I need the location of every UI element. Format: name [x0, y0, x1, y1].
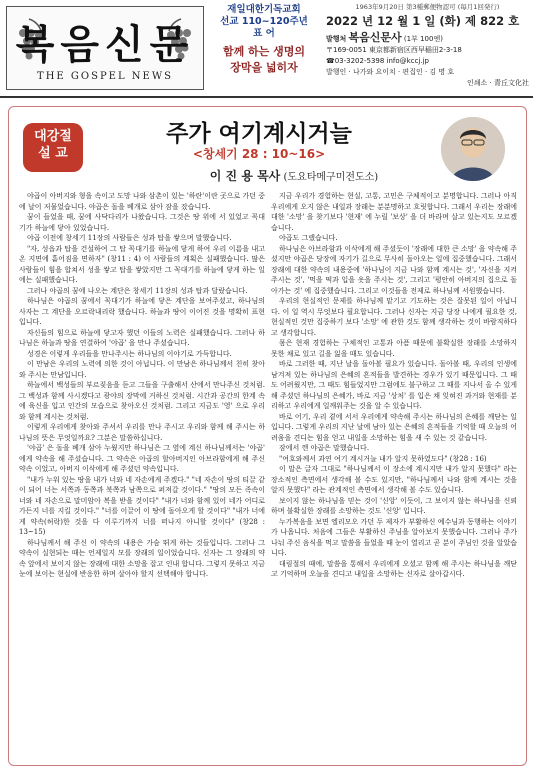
badge-line: 대강절: [34, 129, 72, 144]
paragraph: "자, 성읍과 탑을 건설하여 그 탑 꼭대기를 하늘에 닿게 하여 우리 이름을 내고 온 지면에 흩어짐을 면하자" (창11 : 4) 이 사람들의 계획은 실패했습니다. 많은 사람들이 힘을 합쳐서 성을 쌓고 탑을 쌓았지만 그 꼭대기를 하늘에 닿게 하는 일에는 실패했습니다.: [19, 244, 265, 284]
newspaper-title: 복음신문: [15, 22, 195, 68]
paragraph: '야곱' 은 돌을 베개 삼아 누웠지만 하나님은 그 옆에 계신 하나님께서는 '야곱' 에게 약속을 해 주셨습니다. 그 약속은 아곱의 할아버지인 아브라함에게 해 주신 약속 이었고, 아버지 이삭에게 해 주셨던 약속입니다.: [19, 444, 265, 473]
scripture-reference: <창세기 28 : 10~16>: [192, 147, 326, 161]
paragraph: 하나님께서 해 주신 이 약속의 내용은 가슴 뛰게 하는 것들입니다. 그러나 그 약속이 실현되는 때는 언제일지 모를 장래의 일이었습니다. 신자는 그 장래의 약속 앞에서 보이지 않는 장래에 대한 소망을 잡고 인내 합니다. 그렇지 못하고 지금 눈에 보이는 현실에 반응한 하며 살아야 할지 선택해야 합니다.: [19, 538, 265, 578]
paragraph: 누가복음을 보면 엘리모오 가던 두 제자가 부활하신 예수님과 동행하는 이야기가 나옵니다. 처음에 그들은 부활하신 주님을 알아보지 못했습니다. 그러나 주가 나눠 주신 음식을 먹고 말씀을 들었을 때 눈이 열리고 곧 분이 주님인 것을 알았습니다.: [271, 517, 517, 557]
sermon-article: [8, 106, 527, 766]
publisher-name: 복음신문사: [348, 31, 402, 44]
paragraph: 야곱 이전에 창세기 11장의 사람들은 성과 탑을 쌓으며 말했습니다.: [27, 234, 232, 242]
paragraph: 꿈이 들었을 때, 꿈에 사닥다리가 나왔습니다. 그것은 땅 위에 서 있었고 꼭대기가 하늘에 닿아 있었습니다.: [19, 213, 265, 232]
newspaper-logo: [6, 6, 204, 90]
paragraph: 몸은 현재 경험하는 구체적인 고통과 아픔 때문에 불확실한 장래를 소망하지 못한 채로 있고 길을 잃을 때도 있습니다.: [271, 339, 517, 358]
paragraph: 바로 그러한 때, 지난 날을 돌아볼 필요가 있습니다. 돌아볼 때, 우리의 인생에 남겨져 있는 하나님의 은혜의 흔적들을 발견하는 경우가 있기 때문입니다. 그 때도 어려웠지만, 그 때도 힘들었지만 그럼에도 불구하고 그 때를 지나서 올 수 있게 해 주셨던 하나님의 은혜가, 바로 지금 '상처' 를 입은 채 잊혀진 과거와 현재를 분리하고 우리에게 일깨워주는 것을 알 수 있습니다.: [271, 360, 517, 410]
publisher-label: 발행처: [326, 35, 347, 43]
printer: 인쇄소 · 青丘文化社: [467, 79, 529, 87]
motto-line: 함께 하는 생명의: [222, 45, 306, 58]
newspaper-title-en: THE GOSPEL NEWS: [37, 71, 173, 82]
paragraph: 바로 어기, 우리 곁에 서서 우리에게 약속해 주시는 하나님의 은혜를 깨닫는 일 입니다. 그렇게 우리의 지난 날에 남아 있는 은혜의 흔적들을 기억할 때 오늘의 어려움을 견디는 힘을 얻고 내일을 소망하는 힘을 새 수 있는 것 같습니다.: [271, 412, 517, 442]
paragraph: "내가 누워 있는 땅을 내가 너와 네 자손에게 주겠다." "네 자손이 땅의 티끌 같이 되어 너는 서쪽과 동쪽과 북쪽과 남쪽으로 퍼져갈 것이다." "땅의 모든 족속이 너와 네 자손으로 말미암아 복을 받을 것이다" "내가 너와 함께 있어 네가 어디로 가든지 너를 지킬 것이다." "너를 이끌어 이 땅에 돌아오게 할 것이다" "내가 너에게 약속(허락)한 것을 다 이루기까지 너를 떠나지 아니할 것이다" (창28 : 13~15): [19, 475, 265, 536]
person-icon: [441, 117, 505, 181]
motto-line: 장막을 넓히자: [230, 61, 298, 74]
masthead: [0, 0, 533, 98]
postal-note: 1963年9月20日 第3種郵便物認可 (毎月1回発行): [355, 3, 500, 11]
church-motto-box: [208, 4, 320, 92]
price: (1부 100엔): [403, 35, 443, 43]
church-name: 재일대한기독교회: [227, 4, 301, 15]
paragraph: 자신들의 힘으로 하늘에 닿고자 했던 이들의 노력은 실패했습니다. 그러나 하나님은 하늘과 땅을 연결하여 '야곱' 을 만나 주셨습니다.: [19, 328, 265, 347]
article-column-left: [19, 191, 265, 580]
paragraph: 성경은 이렇게 우리들을 만나주시는 하나님의 이야기로 가득합니다.: [27, 349, 232, 358]
paragraph: 하나님은 아브라함과 이삭에게 해 주셨듯이 '장래에 대한 큰 소망' 을 약속해 주셨지만 야곱은 당장에 자기가 길으로 무사히 돌아오는 일에 집중했습니다. 그래서 장래에 대한 약속의 내용중에 '하나님이 지금 나와 함께 계시는 것', '자신을 지켜 주시는 것', '먹을 떡과 입을 옷을 주시는 것', 그리고 '평안히 아버지의 집으로 돌아가는 것' 에 집중했습니다. 그리고 이것들을 전제로 하나님께 서원했습니다.: [271, 244, 517, 295]
badge-line: 설 교: [38, 146, 68, 161]
article-column-right: [271, 191, 517, 580]
paragraph: 하나님은 야곱의 꿈에서 꼭대기가 하늘에 닿은 계단을 보여주셨고, 하나님의 사자는 그 계단을 오르락내리락 했습니다. 하늘과 땅이 이어진 것을 명확히 표현입니다.: [19, 297, 265, 326]
issue-date: 2022 년 12 월 1 일 (화) 제 822 호: [326, 14, 520, 28]
paragraph: 이 말은 글자 그대로 "하나님께서 이 장소에 계시지만 내가 알지 못했다" 라는 장소적인 측면에서 생각해 볼 수도 있지만, "하나님께서 나와 함께 계시는 것을 알지 못했다" 라는 관계적인 측면에서 생각해 볼 수도 있습니다.: [271, 465, 517, 494]
paragraph: 보이지 않는 하나님을 믿는 것이 '신앙' 이듯이, 그 보이지 않는 하나님을 신뢰하며 불확실한 장래를 소망하는 것도 '신앙' 입니다.: [271, 496, 517, 515]
address: 〒169-0051 東京都新宿区西早稲田2-3-18: [326, 46, 462, 54]
paragraph: 우리의 현실적인 문제를 하나님께 맡기고 기도하는 것은 잘못된 일이 아닙니다. 이 일 역시 무엇보다 필요합니다. 그러나 신자는 지금 당장 나에게 필요한 것, 현실적인 것만 집중하기 보다 '소망' 에 관한 것도 함께 생각하는 것이 바람직하다고 생각합니다.: [271, 297, 517, 337]
author-line: [159, 167, 429, 184]
author-name: 이 진 용 목사: [209, 169, 281, 183]
paragraph: 그러나 야곱의 꿈에 나오는 계단은 창세기 11장의 성과 탑과 달랐습니다.: [27, 286, 248, 295]
staff: 발행인 · 나가와 요이치 · 편집인 · 김 명 호: [326, 68, 455, 76]
article-headline: 주가 여기계시거늘: [166, 121, 352, 147]
paragraph: 이 만남은 우리의 노력에 의한 것이 아닙니다. 이 만남은 하나님께서 친히 찾아와 주시는 만남입니다.: [19, 360, 265, 379]
publication-info: [326, 2, 529, 92]
author-photo: [441, 117, 505, 181]
paragraph: "여호와께서 과연 여기 계시거늘 내가 알지 못하였도다" (창28 : 16): [279, 454, 487, 463]
paragraph: 지금 우리가 경험하는 현실, 고통, 고민은 구체적이고 분명합니다. 그러나 아직 우리에게 오지 않은 내일과 장래는 분분명하고 흐릿합니다. 그래서 우리는 장래에 대한 '소망' 을 찾기보다 '현재' 에 누릴 '보상' 을 더 바라며 살고 있는지도 모르겠습니다.: [271, 192, 517, 232]
paragraph: 야곱도 그랬습니다.: [279, 234, 338, 242]
paragraph: 야곱이 아버지와 형을 속이고 도망 나와 삼촌이 있는 '하란'이란 곳으로 가던 중에 날이 저물었습니다. 야곱은 돌을 베개로 삼아 잠을 잤습니다.: [19, 192, 265, 211]
paragraph: 이렇게 우리에게 찾아와 주셔서 우리를 만나 주시고 우리와 함께 해 주시는 하나님의 뜻은 무엇일까요? 그분은 말씀하십니다.: [19, 423, 265, 442]
paragraph: 하늘에서 백성들의 부르짖음을 듣고 그들을 구출해서 산에서 만나주신 것처럼. 그 백성과 함께 사시겠다고 광야의 장막에 거하신 것처럼. 시간과 공간의 한계 속에 육신을 입고 인간의 모습으로 찾아오신 것처럼. 그리고 지금도 '영' 으로 우리와 함께 계시는 것처럼.: [19, 381, 265, 421]
mission-anniversary: 선교 110~120주년: [220, 16, 308, 27]
advent-sermon-badge: [23, 123, 83, 172]
author-church: (도요타메구미전도소): [283, 172, 379, 183]
motto-label: 표 어: [253, 28, 275, 39]
paragraph: 잠에서 깬 야곱은 말했습니다.: [279, 444, 370, 452]
contact: ☎03-3202-5398 info@kccj.jp: [326, 57, 429, 65]
paragraph: 대림절의 때에, 말씀을 통해서 우리에게 오셨고 함께 해 주시는 하나님을 깨닫고 기억하며 오늘을 견디고 내일을 소망하는 신자로 살아갑시다.: [271, 559, 517, 578]
